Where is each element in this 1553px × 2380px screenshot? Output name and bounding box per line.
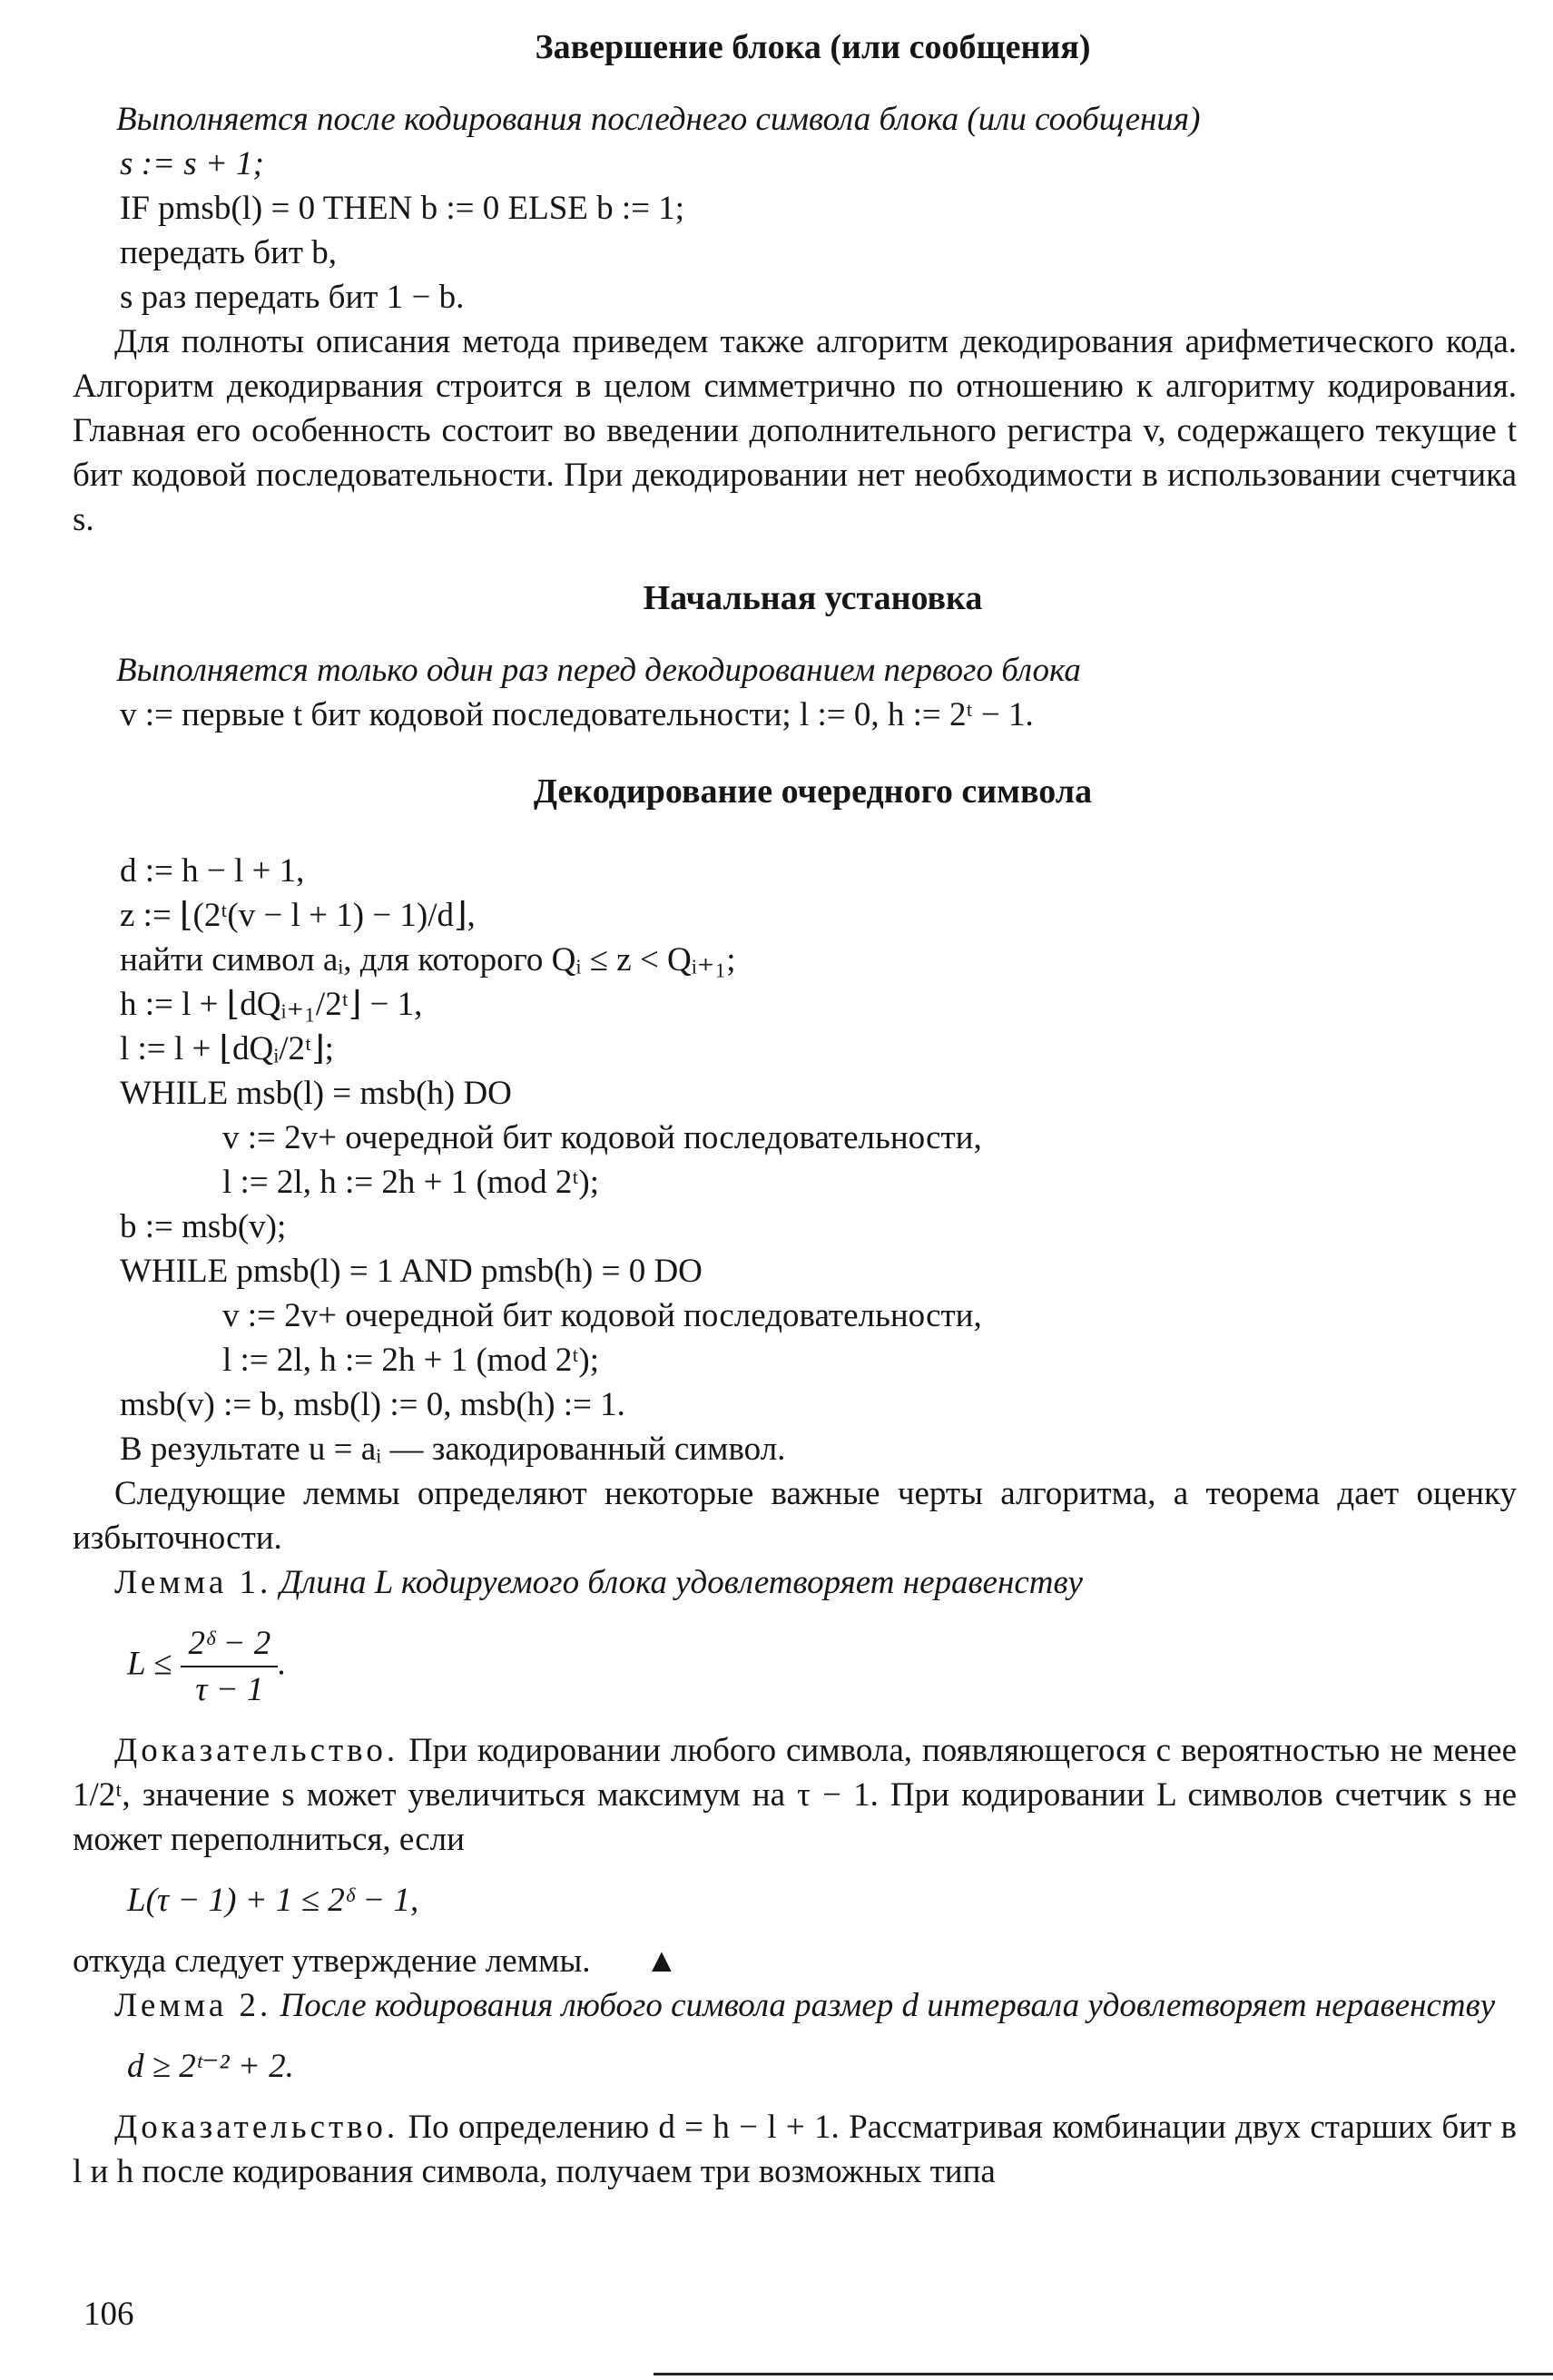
code-line: msb(v) := b, msb(l) := 0, msb(h) := 1. <box>120 1386 625 1423</box>
section-intro: Выполняется после кодирования последнего символа блока (или сообщения) <box>116 101 1201 138</box>
code-line: h := l + ⌊dQᵢ₊₁/2ᵗ⌋ − 1, <box>120 986 423 1023</box>
proof-conclusion <box>73 1939 1517 1983</box>
code-line: WHILE pmsb(l) = 1 AND pmsb(h) = 0 DO <box>120 1253 703 1290</box>
footer-rule <box>654 2373 1553 2375</box>
formula-lhs: L ≤ <box>127 1645 172 1683</box>
code-line: l := 2l, h := 2h + 1 (mod 2ᵗ); <box>222 1342 600 1379</box>
code-line: передать бит b, <box>120 234 338 271</box>
code-line: l := l + ⌊dQᵢ/2ᵗ⌋; <box>120 1030 334 1067</box>
proof-text: При кодировании любого символа, появляющегося с вероятностью не менее 1/2ᵗ, значение s может увеличиться максимум на τ − 1. При кодировании L символов счетчик s не может переполниться, если <box>73 1732 1517 1858</box>
lemma-label: Лемма 2. <box>114 1987 272 2024</box>
code-line: s раз передать бит 1 − b. <box>120 279 465 316</box>
section-intro: Выполняется только один раз перед декодированием первого блока <box>116 652 1081 689</box>
proof-formula: L(τ − 1) + 1 ≤ 2ᵟ − 1, <box>127 1882 419 1919</box>
proof-label: Доказательство. <box>114 1732 399 1769</box>
code-line: v := первые t бит кодовой последовательности; l := 0, h := 2ᵗ − 1. <box>120 696 1034 733</box>
fraction-denominator: τ − 1 <box>195 1671 264 1708</box>
code-block-decode <box>73 849 1517 1471</box>
proof-end-text: откуда следует утверждение леммы. <box>73 1942 591 1980</box>
code-block-end <box>73 142 1517 320</box>
body-paragraph: Следующие леммы определяют некоторые важные черты алгоритма, а теорема дает оценку избыточности. <box>73 1475 1517 1557</box>
section-heading-decode: Декодирование очередного символа <box>533 772 1093 811</box>
code-line: s := s + 1; <box>120 145 264 182</box>
code-line: v := 2v+ очередной бит кодовой последовательности, <box>222 1297 982 1334</box>
qed-mark: ▲ <box>644 1942 679 1980</box>
lemma-2-formula: d ≥ 2ᵗ⁻² + 2. <box>127 2048 294 2085</box>
body-paragraph: Для полноты описания метода приведем также алгоритм декодирования арифметического кода. Алгоритм декодирвания строится в целом симметрично по отношению к алгоритму кодирования. Главная его особенность состоит во введении дополнительного регистра v, содержащего текущие t бит кодовой последовательности. При декодировании нет необходимости в использовании счетчика s. <box>73 323 1517 538</box>
lemma-label: Лемма 1. <box>114 1564 272 1601</box>
lemma-statement: После кодирования любого символа размер d интервала удовлетворяет неравенству <box>280 1987 1496 2024</box>
formula-end: . <box>278 1645 287 1683</box>
lemma-2-proof <box>73 2105 1517 2194</box>
code-line: найти символ aᵢ, для которого Qᵢ ≤ z < Qᵢ₊₁; <box>120 941 736 979</box>
page-number: 106 <box>84 2296 134 2333</box>
fraction <box>181 1621 278 1712</box>
code-line: d := h − l + 1, <box>120 852 305 890</box>
code-line: b := msb(v); <box>120 1208 287 1245</box>
section-heading-block-end: Завершение блока (или сообщения) <box>535 28 1091 66</box>
proof-text: По определению d = h − l + 1. Рассматривая комбинации двух старших бит в l и h после кодирования символа, получаем три возможных типа <box>73 2109 1517 2190</box>
code-line: В результате u = aᵢ — закодированный символ. <box>120 1431 786 1468</box>
lemma-1-proof <box>73 1728 1517 1862</box>
code-line: z := ⌊(2ᵗ(v − l + 1) − 1)/d⌋, <box>120 897 476 934</box>
fraction-numerator: 2ᵟ − 2 <box>181 1621 278 1667</box>
section-heading-init: Начальная установка <box>643 579 983 617</box>
code-line: l := 2l, h := 2h + 1 (mod 2ᵗ); <box>222 1164 600 1201</box>
proof-label: Доказательство. <box>114 2109 399 2146</box>
lemma-1 <box>73 1560 1517 1605</box>
lemma-statement: Длина L кодируемого блока удовлетворяет неравенству <box>280 1564 1083 1601</box>
lemma-2 <box>73 1983 1517 2028</box>
code-line: WHILE msb(l) = msb(h) DO <box>120 1075 512 1112</box>
code-line: v := 2v+ очередной бит кодовой последовательности, <box>222 1119 982 1156</box>
lemma-1-formula <box>127 1621 1517 1712</box>
code-line: IF pmsb(l) = 0 THEN b := 0 ELSE b := 1; <box>120 190 685 227</box>
